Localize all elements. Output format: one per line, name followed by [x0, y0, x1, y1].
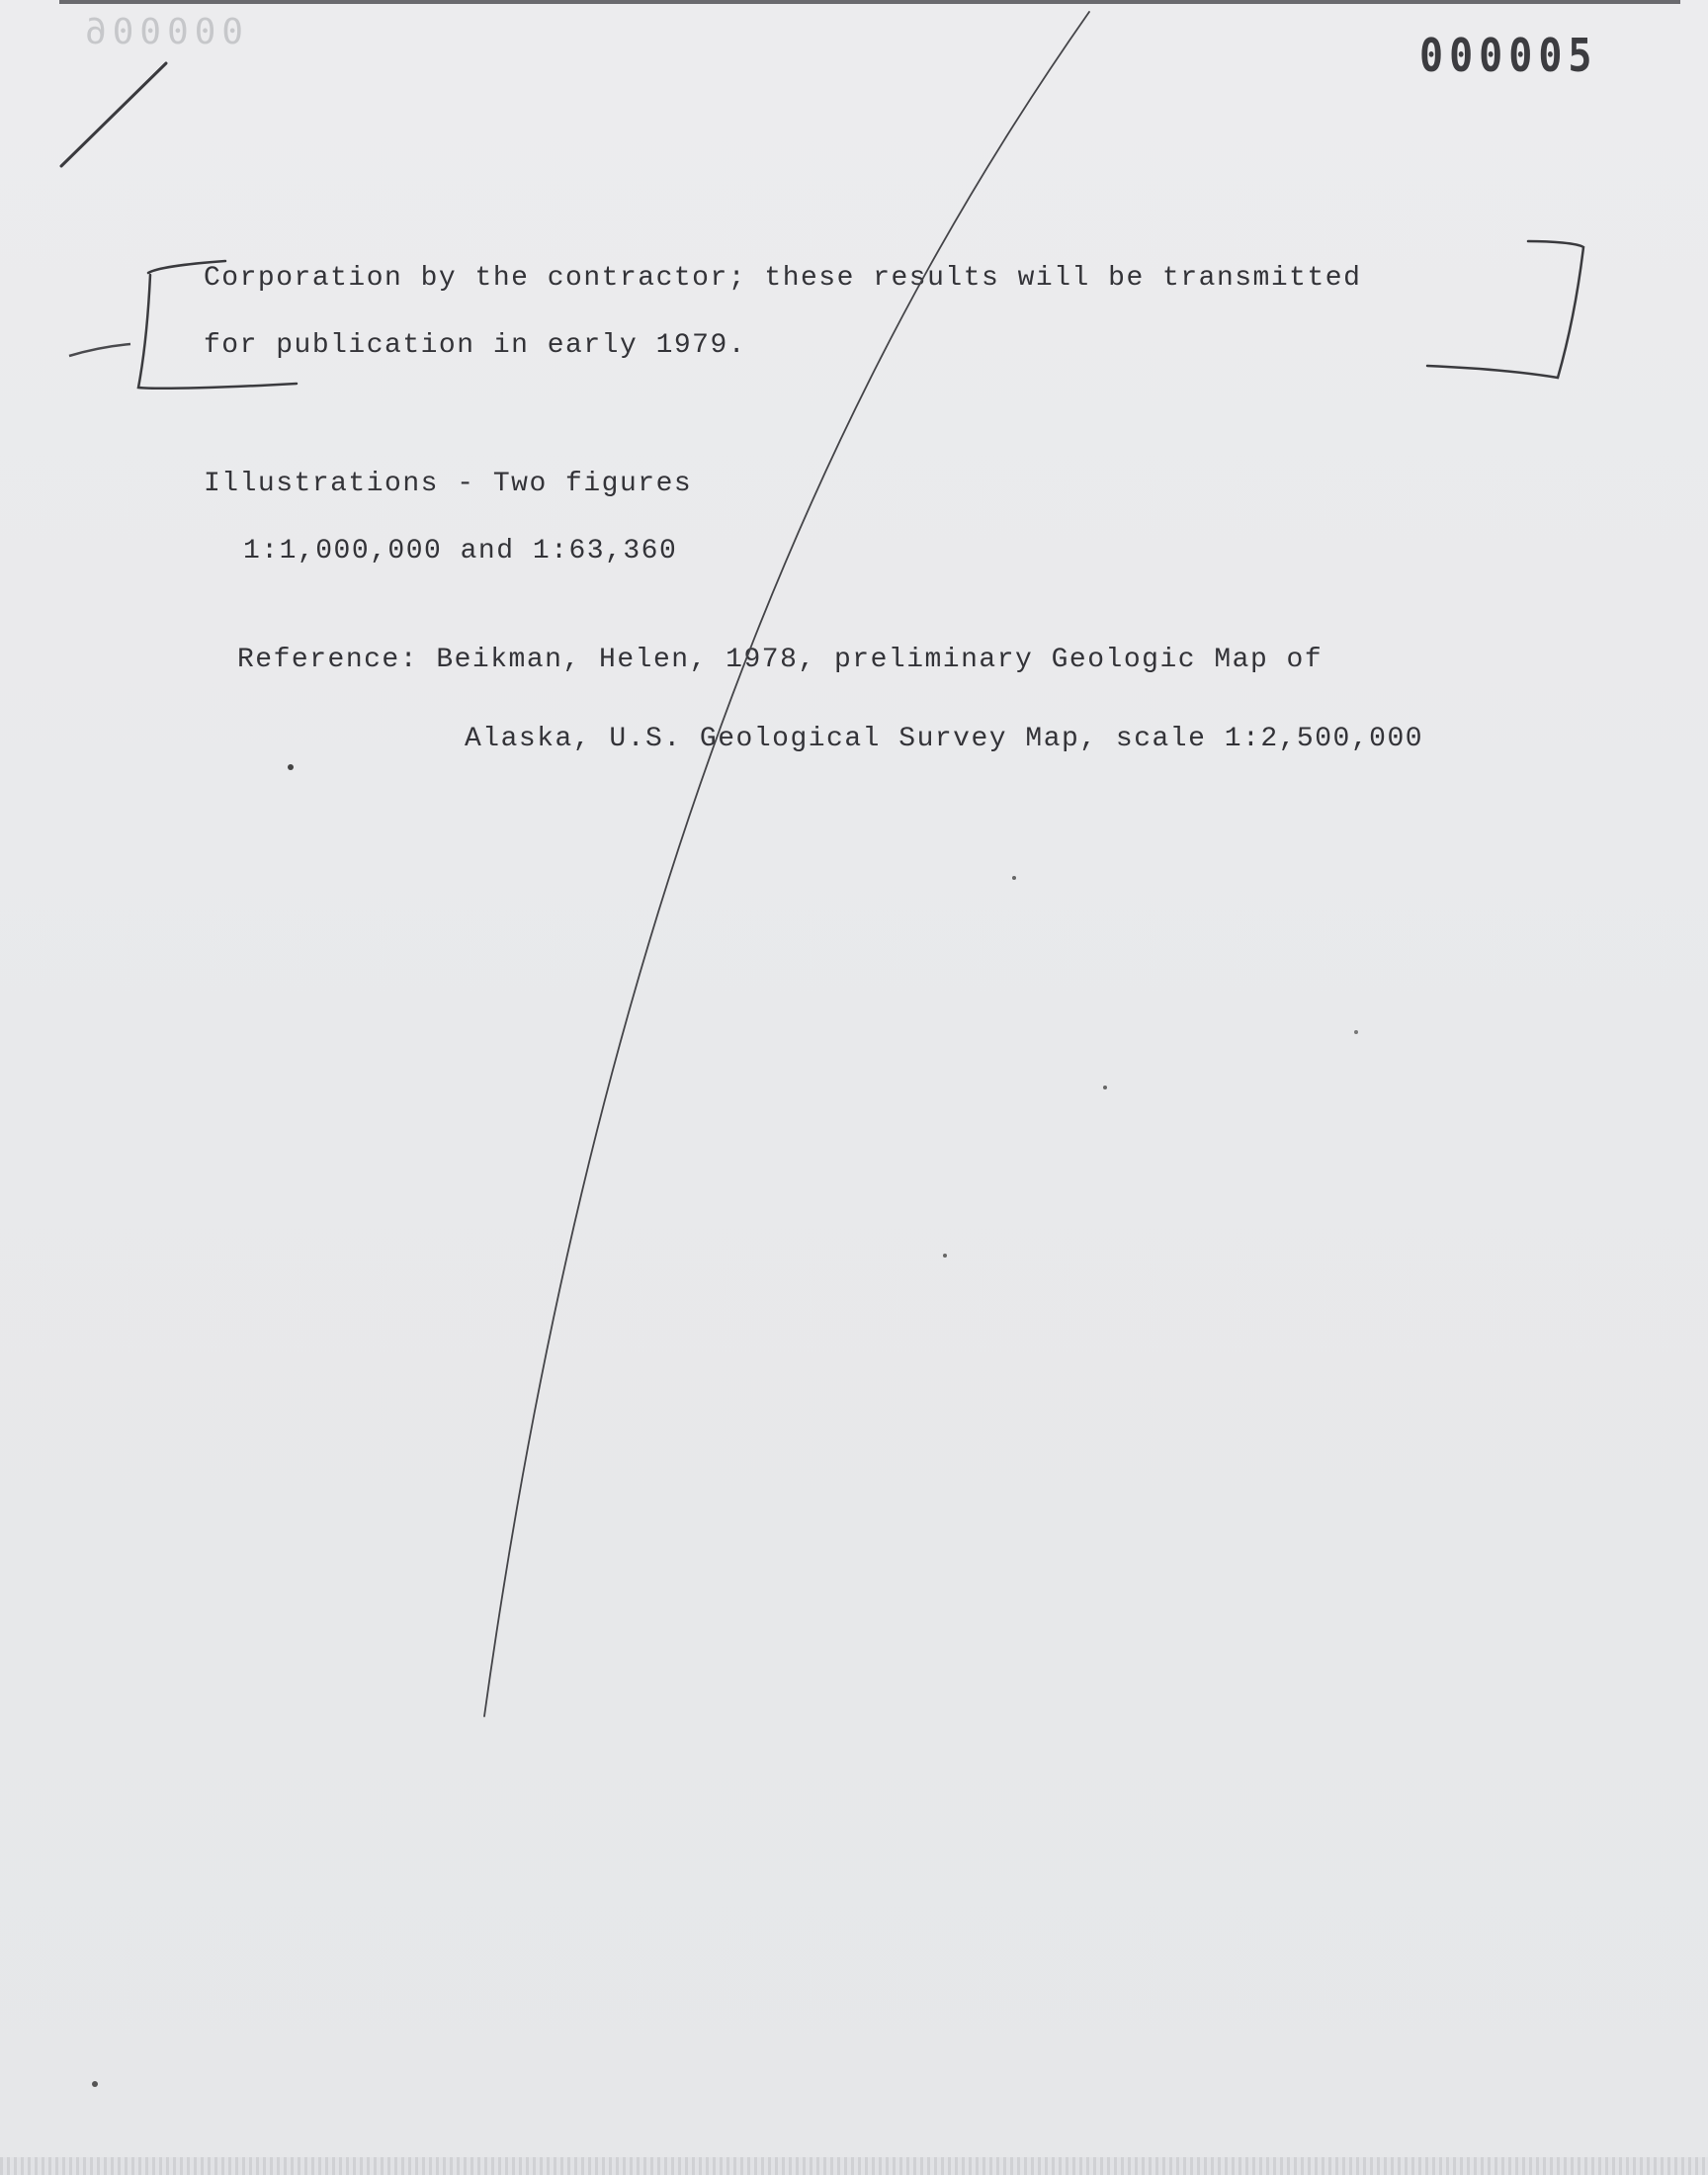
illustrations-scales: 1:1,000,000 and 1:63,360	[243, 536, 678, 566]
paragraph-line-2: for publication in early 1979.	[204, 330, 747, 361]
long-curve-mark	[484, 12, 1089, 1716]
reference-line-1: Reference: Beikman, Helen, 1978, preliminary Geologic Map of	[237, 645, 1324, 675]
illustrations-heading: Illustrations - Two figures	[204, 469, 693, 499]
ghost-stamp-number: 000006	[79, 12, 244, 52]
reference-line-2: Alaska, U.S. Geological Survey Map, scale 1:2,500,000	[465, 724, 1424, 754]
left-bracket-mark	[138, 261, 297, 389]
right-bracket-mark	[1427, 241, 1583, 378]
scan-bottom-edge	[0, 2157, 1708, 2175]
margin-dash-mark	[69, 344, 130, 356]
paragraph-line-1: Corporation by the contractor; these results will be transmitted	[204, 263, 1362, 294]
stamp-number: 000005	[1419, 30, 1598, 83]
corner-slash-mark	[61, 63, 166, 166]
